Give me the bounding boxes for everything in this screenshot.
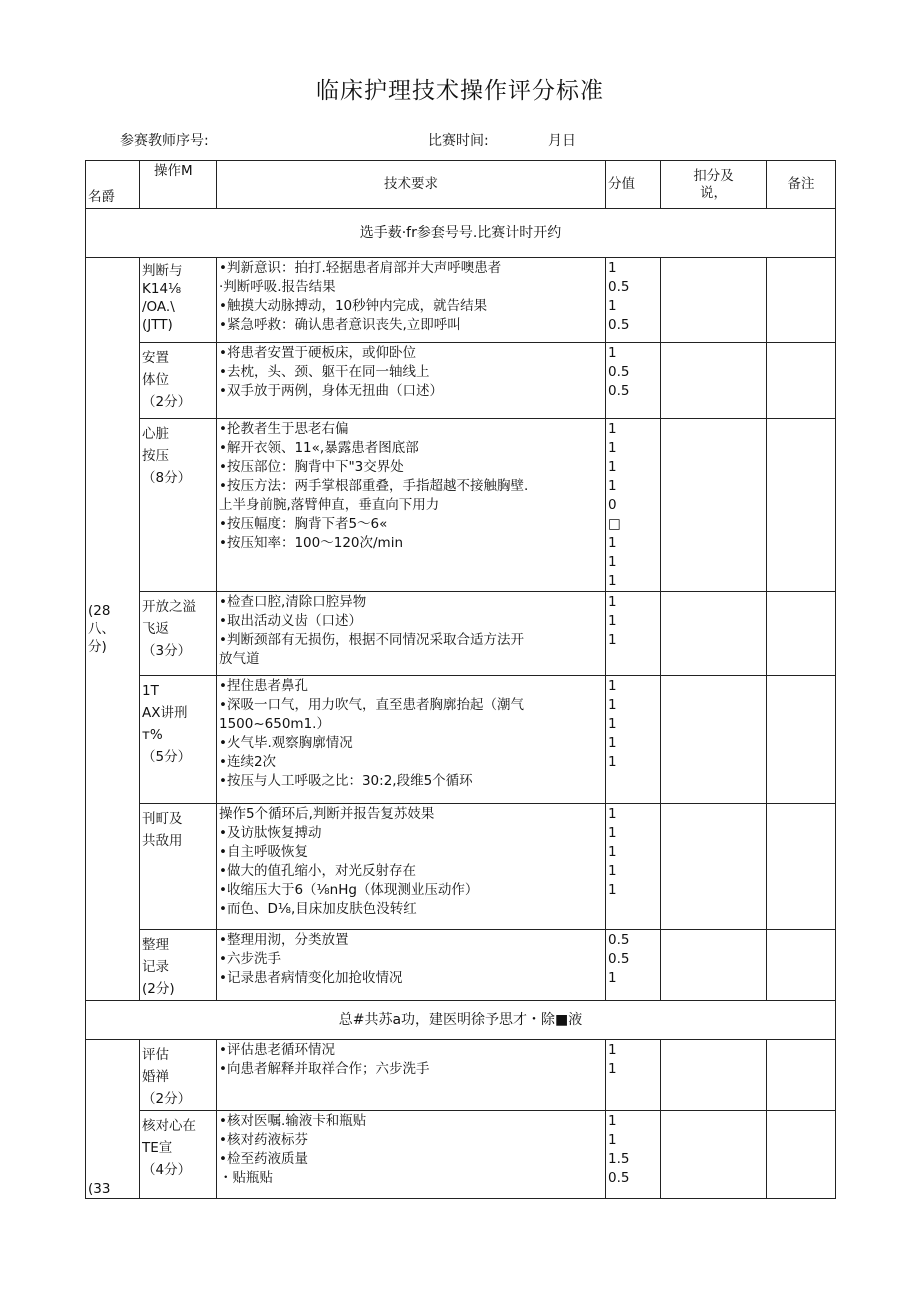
operation-item-line: 评估 — [142, 1047, 169, 1063]
score-cell — [606, 930, 661, 1001]
score-value: 0.5 — [608, 932, 630, 948]
score-value: 0.5 — [608, 317, 630, 333]
header-operation-cell — [140, 161, 217, 209]
remark-cell — [767, 592, 836, 676]
operation-item-line: TE宣 — [142, 1140, 173, 1156]
requirement-line: •检至药液质量 — [219, 1151, 308, 1167]
score-value: 1 — [608, 573, 617, 589]
requirement-line: •检查口腔,清除口腔异物 — [219, 594, 367, 610]
operation-item-line: （3分） — [142, 643, 192, 659]
requirement-line: •按压知率：100～120次∕min — [219, 535, 404, 551]
operation-item-line: （2分） — [142, 1091, 192, 1107]
score-value: 1 — [608, 298, 617, 314]
operation-item-line: 判断与 — [142, 263, 183, 279]
operation-item-line: 体位 — [142, 372, 169, 388]
operation-item-line: （2分） — [142, 394, 192, 410]
operation-item-line: т% — [142, 727, 163, 743]
score-cell — [606, 1111, 661, 1199]
requirement-line: •六步洗手 — [219, 951, 281, 967]
operation-item-line: 核对心在 — [142, 1118, 196, 1134]
score-value: 1 — [608, 440, 617, 456]
header-row — [86, 161, 836, 209]
section-label-line: (33 — [88, 1180, 111, 1197]
section-label-line: (28八、 — [88, 602, 115, 637]
requirement-line: 操作5个循环后,判断并报告复苏妓果 — [219, 806, 435, 822]
deduction-cell — [661, 419, 767, 592]
operation-item-line: （5分） — [142, 749, 192, 765]
score-value: 1 — [608, 697, 617, 713]
requirements-cell — [217, 592, 606, 676]
score-value: 0.5 — [608, 1170, 630, 1186]
operation-item-line: 整理 — [142, 937, 169, 953]
score-value: 0 — [608, 497, 617, 513]
header-deduction: 扣分及说， — [661, 161, 767, 209]
section-label — [86, 1040, 140, 1199]
score-value: 1 — [608, 863, 617, 879]
requirement-line: •触摸大动脉搏动，10秒钟内完成，就告结果 — [219, 298, 488, 314]
header-name-cell — [86, 161, 140, 209]
operation-item-name — [140, 258, 217, 343]
section2-header-row — [86, 1001, 836, 1040]
operation-item-line: K14⅛ — [142, 281, 182, 297]
operation-item-line: （8分） — [142, 470, 192, 486]
requirement-line: •自主呼吸恢复 — [219, 844, 308, 860]
requirement-line: •判断颈部有无损伤，根据不同情况采取合适方法开 — [219, 632, 524, 648]
requirement-line: •核对药液标芬 — [219, 1132, 308, 1148]
score-value: 1 — [608, 678, 617, 694]
header-score: 分值 — [606, 161, 661, 209]
score-value: 1 — [608, 554, 617, 570]
item-row — [86, 419, 836, 592]
remark-cell — [767, 258, 836, 343]
remark-cell — [767, 343, 836, 419]
requirement-line: •评估患老循环情况 — [219, 1042, 335, 1058]
requirement-line: •按压幅度：胸背下者5～6« — [219, 516, 388, 532]
score-value: 0.5 — [608, 364, 630, 380]
requirements-cell — [217, 804, 606, 930]
operation-item-line: 心脏 — [142, 426, 169, 442]
operation-item-name — [140, 343, 217, 419]
score-value: 1 — [608, 970, 617, 986]
item-row — [86, 1040, 836, 1111]
operation-item-line: /OA.\ — [142, 299, 175, 315]
requirements-cell — [217, 258, 606, 343]
requirement-line: •去枕，头、颈、躯干在同一轴线上 — [219, 364, 430, 380]
score-value: 1 — [608, 421, 617, 437]
scoring-table — [85, 160, 836, 1199]
remark-cell — [767, 1111, 836, 1199]
date-label: 比赛时间: — [428, 133, 489, 149]
score-value: 1 — [608, 1113, 617, 1129]
requirement-line: ・贴瓶贴 — [219, 1170, 273, 1186]
deduction-cell — [661, 343, 767, 419]
score-cell — [606, 419, 661, 592]
operation-item-line: 安置 — [142, 350, 169, 366]
score-value: 0.5 — [608, 951, 630, 967]
header-operation: 操作M — [154, 163, 193, 179]
operation-item-name — [140, 804, 217, 930]
score-value: 1 — [608, 844, 617, 860]
score-value: 1 — [608, 735, 617, 751]
requirement-line: •火气毕.观察胸廓情况 — [219, 735, 353, 751]
requirements-cell — [217, 1111, 606, 1199]
requirement-line: •做大的值孔缩小，对光反射存在 — [219, 863, 416, 879]
item-row — [86, 676, 836, 804]
score-value: 1 — [608, 613, 617, 629]
operation-item-name — [140, 419, 217, 592]
operation-item-name — [140, 1111, 217, 1199]
remark-cell — [767, 1040, 836, 1111]
requirement-line: •按压部位：胸背中下"3交界处 — [219, 459, 404, 475]
score-cell — [606, 343, 661, 419]
requirement-line: •记录患者病情变化加抢收情况 — [219, 970, 403, 986]
operation-item-name — [140, 1040, 217, 1111]
score-value: 1 — [608, 1132, 617, 1148]
operation-item-name — [140, 592, 217, 676]
requirement-line: •将患者安置于硬板床，或仰卧位 — [219, 345, 416, 361]
score-value: 1 — [608, 535, 617, 551]
remark-cell — [767, 804, 836, 930]
operation-item-line: (2分) — [142, 981, 175, 997]
item-row — [86, 343, 836, 419]
item-row — [86, 592, 836, 676]
operation-item-line: 刊町及 — [142, 811, 183, 827]
requirement-line: 上半身前腕,落臂伸直，垂直向下用力 — [219, 497, 440, 513]
item-row — [86, 1111, 836, 1199]
requirement-line: ·判断呼吸.报告结果 — [219, 279, 336, 295]
requirement-line: •而色、D⅛,目床加皮肤色没转红 — [219, 901, 417, 917]
notice-text: 选手薮·fr参套号号.比赛计时开约 — [86, 209, 836, 258]
item-row — [86, 930, 836, 1001]
requirement-line: •判新意识：拍打.轻据患者肩部并大声呼噢患者 — [219, 260, 502, 276]
requirement-line: •抡教者生于思老右偏 — [219, 421, 349, 437]
score-value: 1 — [608, 882, 617, 898]
requirement-line: •捏住患者鼻孔 — [219, 678, 308, 694]
teacher-number-label: 参赛教师序号: — [120, 133, 209, 149]
deduction-cell — [661, 1040, 767, 1111]
requirement-line: •按压方法：两手掌根部重叠，手指超越不接触胸壁. — [219, 478, 529, 494]
operation-item-line: 婚禅 — [142, 1069, 169, 1085]
header-requirements: 技术要求 — [217, 161, 606, 209]
requirement-line: •双手放于两例，身体无扭曲（口述） — [219, 383, 443, 399]
operation-item-line: 记录 — [142, 959, 169, 975]
requirements-cell — [217, 930, 606, 1001]
score-value: 0.5 — [608, 383, 630, 399]
score-value: 1 — [608, 260, 617, 276]
requirement-line: •紧急呼救：确认患者意识丧失,立即呼叫 — [219, 317, 461, 333]
score-value: 1 — [608, 825, 617, 841]
deduction-cell — [661, 592, 767, 676]
requirement-line: 1500~650m1.） — [219, 716, 330, 732]
section2-header-text: 总#共苏a功，建医明徐予思才・除■液 — [86, 1001, 836, 1040]
score-value: 1 — [608, 478, 617, 494]
deduction-cell — [661, 804, 767, 930]
remark-cell — [767, 419, 836, 592]
requirements-cell — [217, 419, 606, 592]
score-value: 1 — [608, 632, 617, 648]
score-value: 1 — [608, 459, 617, 475]
operation-item-line: (JTT) — [142, 317, 173, 333]
score-value: 1 — [608, 594, 617, 610]
requirement-line: •整理用沏，分类放置 — [219, 932, 349, 948]
score-value: 1 — [608, 1042, 617, 1058]
operation-item-line: 1T — [142, 683, 159, 699]
requirements-cell — [217, 343, 606, 419]
date-suffix: 月日 — [548, 133, 576, 149]
requirement-line: •解开衣领、11«,暴露患者图底部 — [219, 440, 419, 456]
score-value: 1 — [608, 716, 617, 732]
item-row — [86, 258, 836, 343]
requirement-line: •深吸一口气，用力吹气，直至患者胸廓抬起（潮气 — [219, 697, 524, 713]
document-title: 临床护理技术操作评分标准 — [316, 78, 604, 104]
requirement-line: •收缩压大于6（⅛nHg（体现测业压动作） — [219, 882, 479, 898]
remark-cell — [767, 676, 836, 804]
header-remark: 备注 — [767, 161, 836, 209]
remark-cell — [767, 930, 836, 1001]
requirement-line: •核对医嘱.输液卡和瓶贴 — [219, 1113, 367, 1129]
section-label-line: 分) — [88, 639, 107, 656]
operation-item-line: 飞返 — [142, 621, 169, 637]
requirement-line: 放气道 — [219, 651, 260, 667]
operation-item-line: AX讲刑 — [142, 705, 188, 721]
score-value: 1 — [608, 345, 617, 361]
requirement-line: •及访肽恢复搏动 — [219, 825, 322, 841]
score-cell — [606, 258, 661, 343]
operation-item-name — [140, 930, 217, 1001]
header-name: 名爵 — [88, 188, 115, 205]
operation-item-line: （4分） — [142, 1162, 192, 1178]
score-value: 1.5 — [608, 1151, 630, 1167]
requirements-cell — [217, 1040, 606, 1111]
deduction-cell — [661, 930, 767, 1001]
operation-item-line: 按压 — [142, 448, 169, 464]
section-label — [86, 258, 140, 1001]
score-cell — [606, 804, 661, 930]
requirement-line: •按压与人工呼吸之比：30:2,段维5个循环 — [219, 773, 473, 789]
operation-item-line: 开放之溢 — [142, 599, 196, 615]
score-value: □ — [608, 516, 621, 532]
deduction-cell — [661, 676, 767, 804]
score-cell — [606, 1040, 661, 1111]
operation-item-name — [140, 676, 217, 804]
score-value: 0.5 — [608, 279, 630, 295]
requirement-line: •向患者解释并取祥合作；六步洗手 — [219, 1061, 430, 1077]
score-value: 1 — [608, 754, 617, 770]
deduction-cell — [661, 258, 767, 343]
score-cell — [606, 592, 661, 676]
notice-row — [86, 209, 836, 258]
requirement-line: •连续2次 — [219, 754, 277, 770]
item-row — [86, 804, 836, 930]
score-value: 1 — [608, 1061, 617, 1077]
requirement-line: •取出活动义齿（口述） — [219, 613, 362, 629]
operation-item-line: 共敌用 — [142, 833, 183, 849]
requirements-cell — [217, 676, 606, 804]
deduction-cell — [661, 1111, 767, 1199]
score-value: 1 — [608, 806, 617, 822]
score-cell — [606, 676, 661, 804]
